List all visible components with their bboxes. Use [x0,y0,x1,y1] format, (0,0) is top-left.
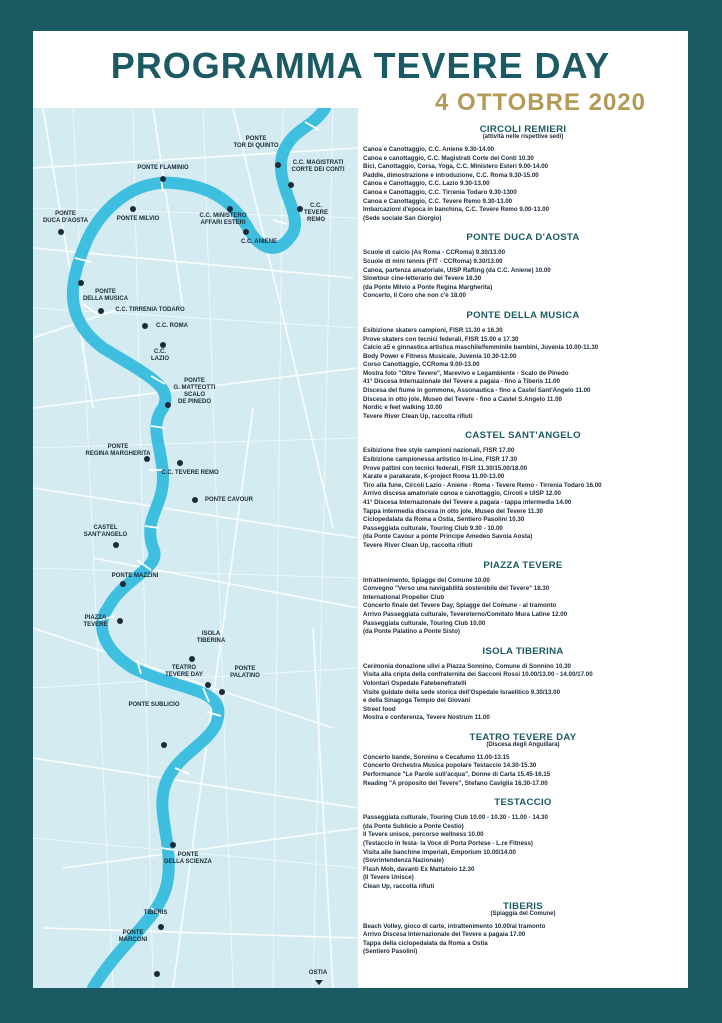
event-item: Canoa e Canottaggio, C.C. Tirrenia Todaro 9.30-1300 [363,188,517,196]
label-tiberis: TIBERIS [143,910,168,916]
section-subtitle: (attività nelle rispettive sedi) [482,134,564,140]
event-item: Intrattenimento, Spiagge del Comune 10.00 [363,576,490,584]
section-isola-tiberina [363,646,683,723]
label-ponte-flaminio: PONTE FLAMINIO [137,165,189,171]
event-item: Paddle, dimostrazione e introduzione, C.C. Roma 9.30-15.00 [363,171,539,179]
event-item: Concerto finale del Tevere Day, Spiagge del Comune - al tramonto [363,602,557,610]
event-item: Karate e parakarate, K-project Roma 11.00-13.00 [363,473,505,481]
section-title: CIRCOLI REMIERI [479,124,567,135]
event-item: Tevere River Clean Up, raccolta rifiuti [363,412,473,420]
event-item: Nordic e feet walking 10.00 [363,404,443,412]
event-list [363,577,683,637]
label-ponte-milvio: PONTE MILVIO [116,216,160,222]
label-castel: CASTEL SANT'ANGELO [83,525,128,538]
event-item: Mostra foto "Oltre Tevere", Marevivo e Legambiente - Scalo de Pinedo [363,369,569,377]
label-ostia: OSTIA [308,970,328,976]
event-item: Arrivo discesa amatoriale canoa e canottaggio, Circoli e UISP 12.00 [363,490,561,498]
event-item: Scuole di calcio (As Roma - CCRoma) 9.30/13.00 [363,249,506,257]
event-list [363,327,683,422]
section-title: TEATRO TEVERE DAY [469,731,577,743]
section-piazza-tevere [363,560,683,637]
event-item: Discesa del fiume in gommone, Assonautica - fino a Castel Sant'Angelo 11.00 [363,387,591,395]
event-item: Arrivo Passeggiata culturale, Tevereterno/Comitato Mura Latine 12.00 [363,610,568,618]
label-ponte-marconi: PONTE MARCONI [118,930,148,943]
label-cc-aniene: C.C. ANIENE [240,239,278,245]
event-item: Corso Canottaggio, CCRoma 9.00-13.00 [363,361,480,369]
event-item: Tappa intermedia discesa in otto jole, Museo del Tevere 11.30 [363,507,543,515]
event-item: Performance "Le Parole sull'acqua", Donne di Carta 15.45-16.15 [363,771,551,779]
event-item: Canoa, partenza amatoriale, UISP Rafting (da C.C. Aniene) 10.00 [363,266,551,274]
label-cc-ministero: C.C. MINISTERO AFFARI ESTERI [199,213,247,226]
river-map [33,108,358,988]
section-title: PIAZZA TEVERE [483,559,563,571]
event-item: Passeggiata culturale, Touring Club 10.00 (da Ponte Palatino a Ponte Sisto) [363,619,486,636]
label-ponte-mazzini: PONTE MAZZINI [111,573,159,579]
event-item: Clean Up, raccolta rifiuti [363,883,435,890]
event-item: Discesa in otto jole, Museo del Tevere - fino a Castel S.Angelo 11.00 [363,395,562,403]
event-item: Passeggiata culturale, Touring Club 10.00 - 10.30 - 11.00 - 14.30 (da Ponte Sublicio a Ponte Cestio) [363,814,548,830]
event-item: Concerto, Il Coro che non c'è 18.00 [363,292,466,300]
event-item: Scuole di mini tennis (FIT - CCRoma) 9.30/13.00 [363,257,503,265]
event-item: 41° Discesa Internazionale del Tevere a pagaia - fino a Tiberis 11.00 [363,378,560,386]
label-cc-tevere-remo-top: C.C. TEVERE REMO [303,203,328,223]
section-title: PONTE DUCA D'AOSTA [466,232,580,244]
event-item: 41° Discesa Internazionale del Tevere a pagaia - tappa intermedia 14.00 [363,499,572,506]
event-item: Esibizione campionessa artistico In-Line, FISR 17.30 [363,456,518,464]
section-title: ISOLA TIBERINA [482,645,564,657]
event-item: Passeggiata culturale, Touring Club 9.30 - 10.00 (da Ponte Cavour a ponte Principe Amedeo Savoia Aosta) [363,524,533,541]
event-date: 4 OTTOBRE 2020 [435,89,646,116]
label-cc-lazio: C.C. LAZIO [151,349,169,362]
label-cc-tirrenia: C.C. TIRRENIA TODARO [115,307,185,313]
event-item: Concerto bande, Sonnino e Cecafumo 11.00-13.15 [363,753,510,761]
label-ponte-palatino: PONTE PALATINO [230,666,260,679]
section-subtitle: (Spiaggia del Comune) [490,910,556,917]
label-isola-tiberina: ISOLA TIBERINA [196,631,226,644]
event-item: Flash Mob, davanti Ex Mattatoio 12.30 (Il Tevere Unisce) [363,865,475,882]
section-testaccio [363,797,683,891]
label-ponte-tor-di-quinto: PONTE TOR DI QUINTO [233,136,279,149]
label-cc-roma: C.C. ROMA [156,323,188,329]
event-list [363,146,683,223]
event-item: Canoa e Canottaggio, C.C. Tevere Remo 9.30-13.00 [363,197,513,205]
label-ponte-cavour: PONTE CAVOUR [205,497,253,503]
section-title: TESTACCIO [494,797,552,809]
label-cc-magistrati: C.C. MAGISTRATI CORTE DEI CONTI [291,160,345,173]
label-ponte-sublicio: PONTE SUBLICIO [128,702,180,708]
event-item: Canoa e canottaggio, C.C. Magistrati Corte dei Conti 10.30 [363,154,534,162]
event-item: Calcio a5 e ginnastica artistica maschile/femminile bambini, Juvenia 10.00-11.30 [363,344,599,352]
section-subtitle: (Discesa degli Anguillara) [486,741,560,748]
section-ponte-duca-d-aosta [363,232,683,301]
event-item: Ciclopedalata da Roma a Ostia, Sentiero Pasolini 10.30 [363,516,525,524]
label-ponte-duca-daosta: PONTE DUCA D'AOSTA [42,211,89,224]
event-item: Visita alle banchine imperiali, Emporium 10.00/14.00 (Sovrintendenza Nazionale) [363,848,516,865]
section-ponte-della-musica [363,310,683,422]
section-tiberis [363,901,683,957]
label-teatro: TEATRO TEVERE DAY [165,665,203,678]
section-title: TIBERIS [503,900,543,912]
event-item: Reading "A proposito del Tevere", Stefano Caviglia 16.30-17.00 [363,779,548,787]
event-item: Beach Volley, gioco di carte, intrattenimento 10.00/al tramonto [363,922,546,930]
event-item: Slowtour cine-letterario del Tevere 16.30 (da Ponte Milvio a Ponte Regina Margherita) [363,275,493,291]
event-item: Visite guidate della sede storica dell'Ospedale Israelitico 9.30/13.00 e della Sinagoga Tempio dei Giovani [363,688,561,705]
section-title: CASTEL SANT'ANGELO [465,430,581,442]
event-item: Bici, Canottaggio, Corsa, Yoga, C.C. Ministero Esteri 9.00-14.00 [363,163,549,171]
event-item: Imbarcazioni d'epoca in banchina, C.C. Tevere Remo 9.00-13.00 (Sede sociale San Giorgio) [363,206,550,222]
event-item: Cerimonia donazione ulivi a Piazza Sonnino, Comune di Sonnino 10.30 [363,662,571,670]
label-piazza-tevere: PIAZZA TEVERE [83,615,108,628]
section-title: PONTE DELLA MUSICA [466,309,580,321]
section-castel-sant-angelo [363,430,683,550]
event-item: Esibizione skaters campioni, FISR 11.30 e 16.30 [363,326,503,334]
event-item: Il Tevere unisce, percorso wellness 10.00 (Testaccio in festa- la Voce di Porta Portese - L.re Fitness) [363,831,533,848]
label-ponte-della-musica: PONTE DELLA MUSICA [82,289,129,302]
event-list [363,923,683,957]
section-teatro-tevere-day [363,732,683,788]
event-item: Tiro alla fune, Circoli Lazio - Aniene - Roma - Tevere Remo - Tirrenia Todaro 16.00 [363,481,602,489]
event-item: Prove pattini con tecnici federali, FISR 11.30/15.00/18.00 [363,464,528,472]
event-item: Esibizione free style campioni nazionali, FISR 17.00 [363,447,515,455]
event-item: Tappa della ciclopedalata da Roma a Ostia (Sentiero Pasolini) [363,939,488,956]
event-list [363,249,683,301]
event-item: Convegno "Verso una navigabilità sostenibile del Tevere" 18.30 International Propeller Club [363,585,550,601]
label-ponte-regina: PONTE REGINA MARGHERITA [85,444,151,457]
program-list [363,124,683,966]
event-item: Tevere River Clean Up, raccolta rifiuti [363,541,473,549]
poster [33,31,688,988]
event-item: Canoa e Canottaggio, C.C. Aniene 9.30-14.00 [363,146,495,153]
event-item: Street food [363,705,396,713]
section-circoli-remieri [363,124,683,223]
label-ponte-matteotti: PONTE G. MATTEOTTI SCALO DE PINEDO [173,378,216,405]
event-item: Concerto Orchestra Musica popolare Testaccio 14.30-15.30 [363,762,537,770]
event-list [363,754,683,788]
event-item: Canoa e Canottaggio, C.C. Lazio 9.30-13.00 [363,180,490,188]
event-item: Body Power e Fitness Musicale, Juvenia 10.30-12.00 [363,352,517,360]
event-item: Prove skaters con tecnici federali, FISR 15.00 e 17.30 [363,335,519,343]
event-list [363,663,683,723]
page-title: PROGRAMMA TEVERE DAY [110,45,611,86]
label-ponte-scienza: PONTE DELLA SCIENZA [164,852,212,865]
event-item: Visita alla cripta della confraternita dei Sacconi Rossi 10.00/13.00 - 14.00/17.00 Volontari Ospedale Fatebenefratelli [363,671,593,687]
event-item: Arrivo Discesa Internazionale del Tevere a pagaia 17.00 [363,931,526,939]
event-list [363,447,683,550]
label-cc-tevere-remo: C.C. TEVERE REMO [161,470,219,476]
event-item: Mostra e conferenza, Tevere Nostrum 11.00 [363,714,490,722]
event-list [363,814,683,891]
